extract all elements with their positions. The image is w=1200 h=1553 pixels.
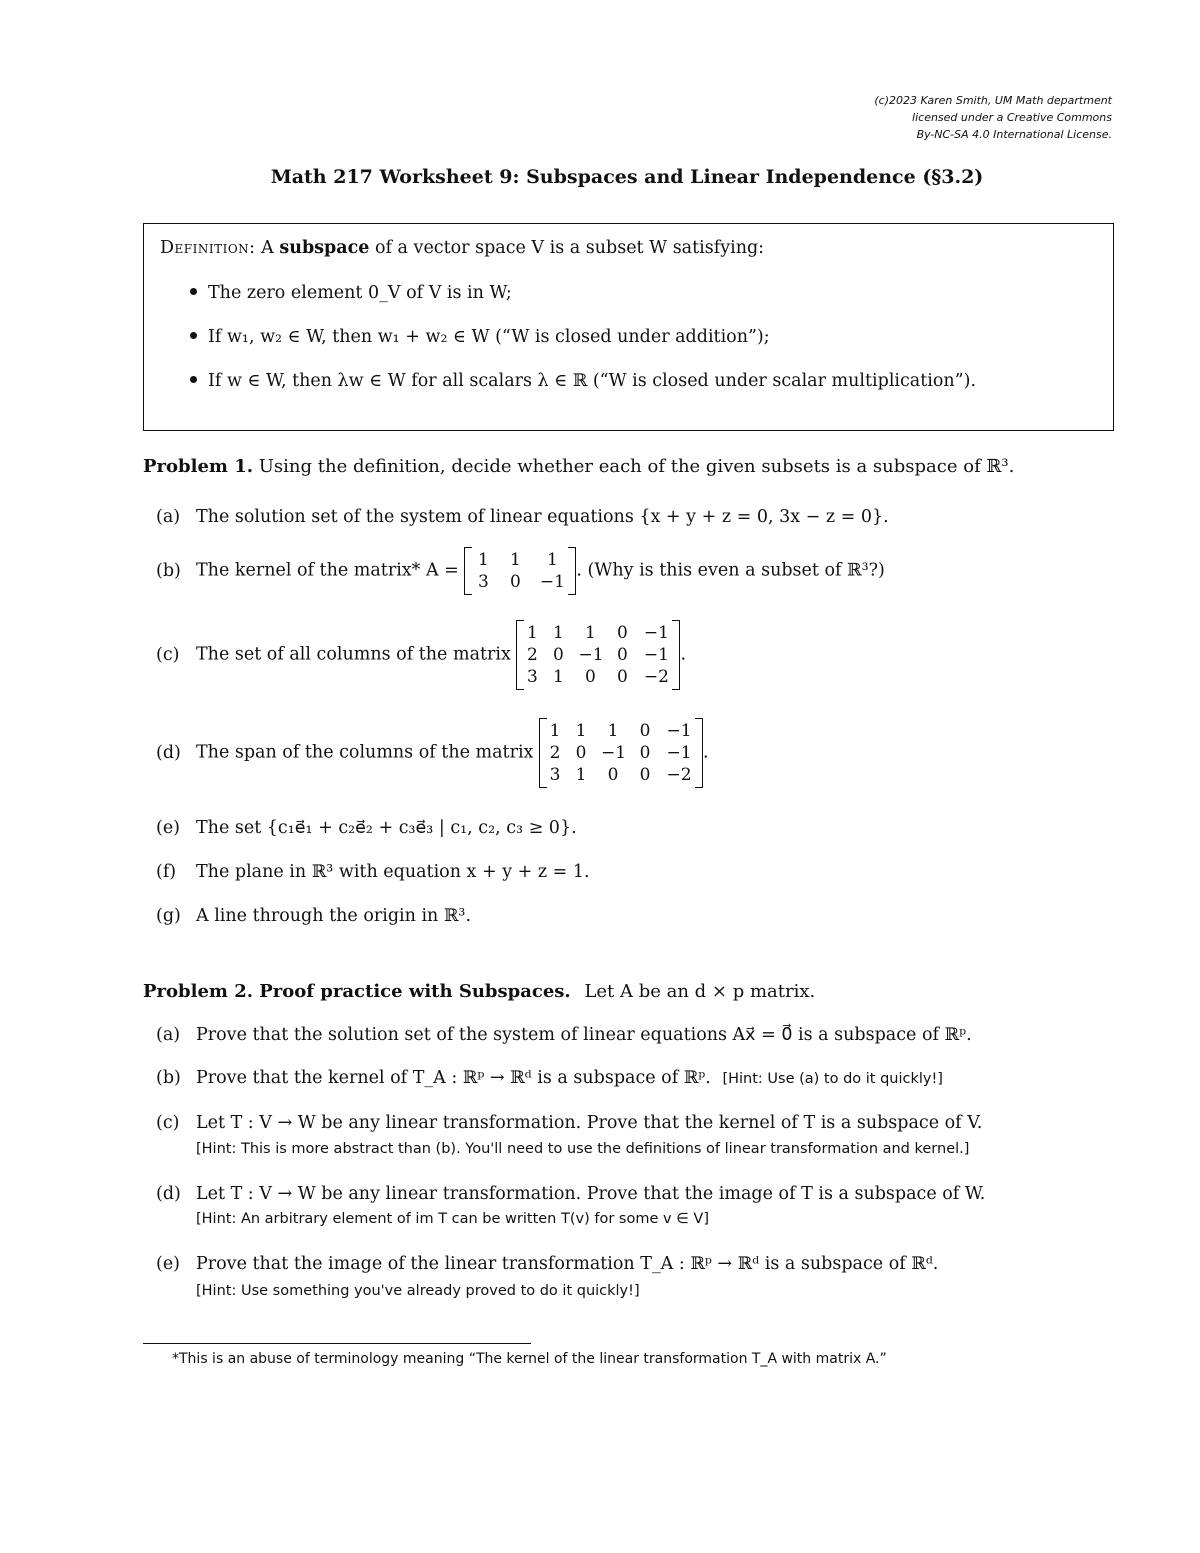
matrix-a: 1 1 1 3 0 −1	[464, 547, 576, 595]
license-credit	[874, 92, 1112, 143]
credit-line-1: (c)2023 Karen Smith, UM Math department	[874, 94, 1112, 107]
problem-2b: (b) Prove that the kernel of T_A : ℝᵖ → ℝᵈ is a subspace of ℝᵖ. [Hint: Use (a) to do it quickly!]	[156, 1068, 943, 1088]
problem-2e-hint: [Hint: Use something you've already proved to do it quickly!]	[196, 1283, 640, 1299]
problem-1a: (a) The solution set of the system of linear equations {x + y + z = 0, 3x − z = 0}.	[156, 507, 889, 527]
problem-1c: (c) The set of all columns of the matrix 1 1 1 0 −1 2 0 −1 0 −1 3 1 0 0 −2 .	[156, 620, 686, 690]
definition-term: subspace	[279, 238, 370, 258]
problem-1d: (d) The span of the columns of the matrix 1 1 1 0 −1 2 0 −1 0 −1 3 1 0 0 −2 .	[156, 718, 709, 788]
problem-1g: (g) A line through the origin in ℝ³.	[156, 906, 472, 926]
problem-2-heading	[143, 981, 815, 1002]
definition-label: Definition:	[160, 238, 256, 258]
matrix-c: 1 1 1 0 −1 2 0 −1 0 −1 3 1 0 0 −2	[516, 620, 680, 690]
bullet-icon	[190, 288, 197, 295]
definition-bullet-3: If w ∈ W, then λw ∈ W for all scalars λ ∈ ℝ (“W is closed under scalar multiplication”).	[190, 371, 976, 391]
definition-intro-a: A	[261, 238, 274, 258]
footnote-divider	[143, 1343, 531, 1344]
definition-heading	[160, 238, 764, 258]
definition-bullet-2: If w₁, w₂ ∈ W, then w₁ + w₂ ∈ W (“W is closed under addition”);	[190, 327, 770, 347]
footnote: *This is an abuse of terminology meaning “The kernel of the linear transformation T_A with matrix A.”	[172, 1351, 887, 1367]
problem-2-label: Problem 2. Proof practice with Subspaces.	[143, 981, 571, 1002]
credit-line-2: licensed under a Creative Commons	[912, 111, 1112, 124]
problem-2a: (a) Prove that the solution set of the system of linear equations Ax⃗ = 0⃗ is a subspace of ℝᵖ.	[156, 1025, 972, 1045]
problem-2c: (c) Let T : V → W be any linear transformation. Prove that the kernel of T is a subspace of V.	[156, 1113, 983, 1133]
problem-2d-hint: [Hint: An arbitrary element of im T can be written T(v) for some v ∈ V]	[196, 1211, 709, 1227]
page-title: Math 217 Worksheet 9: Subspaces and Linear Independence (§3.2)	[270, 166, 984, 188]
problem-2c-hint: [Hint: This is more abstract than (b). You'll need to use the definitions of linear transformation and kernel.]	[196, 1141, 970, 1157]
problem-1-label: Problem 1.	[143, 456, 254, 477]
matrix-d: 1 1 1 0 −1 2 0 −1 0 −1 3 1 0 0 −2	[539, 718, 703, 788]
problem-1e: (e) The set {c₁e⃗₁ + c₂e⃗₂ + c₃e⃗₃ | c₁, c₂, c₃ ≥ 0}.	[156, 818, 577, 838]
definition-bullet-1: The zero element 0_V of V is in W;	[190, 283, 512, 303]
problem-2b-hint: [Hint: Use (a) to do it quickly!]	[722, 1071, 943, 1087]
credit-line-3: By-NC-SA 4.0 International License.	[916, 128, 1112, 141]
problem-2d: (d) Let T : V → W be any linear transformation. Prove that the image of T is a subspace of W.	[156, 1184, 986, 1204]
bullet-icon	[190, 376, 197, 383]
problem-2e: (e) Prove that the image of the linear transformation T_A : ℝᵖ → ℝᵈ is a subspace of ℝᵈ.	[156, 1254, 939, 1274]
problem-2-prompt: Let A be an d × p matrix.	[584, 981, 816, 1002]
bullet-icon	[190, 332, 197, 339]
problem-1f: (f) The plane in ℝ³ with equation x + y + z = 1.	[156, 862, 590, 882]
problem-1b: (b) The kernel of the matrix* A = 1 1 1 3 0 −1 . (Why is this even a subset of ℝ³?)	[156, 547, 885, 595]
definition-intro-b: of a vector space V is a subset W satisfying:	[374, 238, 765, 258]
problem-1-heading	[143, 456, 1014, 477]
problem-1-prompt: Using the definition, decide whether each of the given subsets is a subspace of ℝ³.	[258, 456, 1015, 477]
